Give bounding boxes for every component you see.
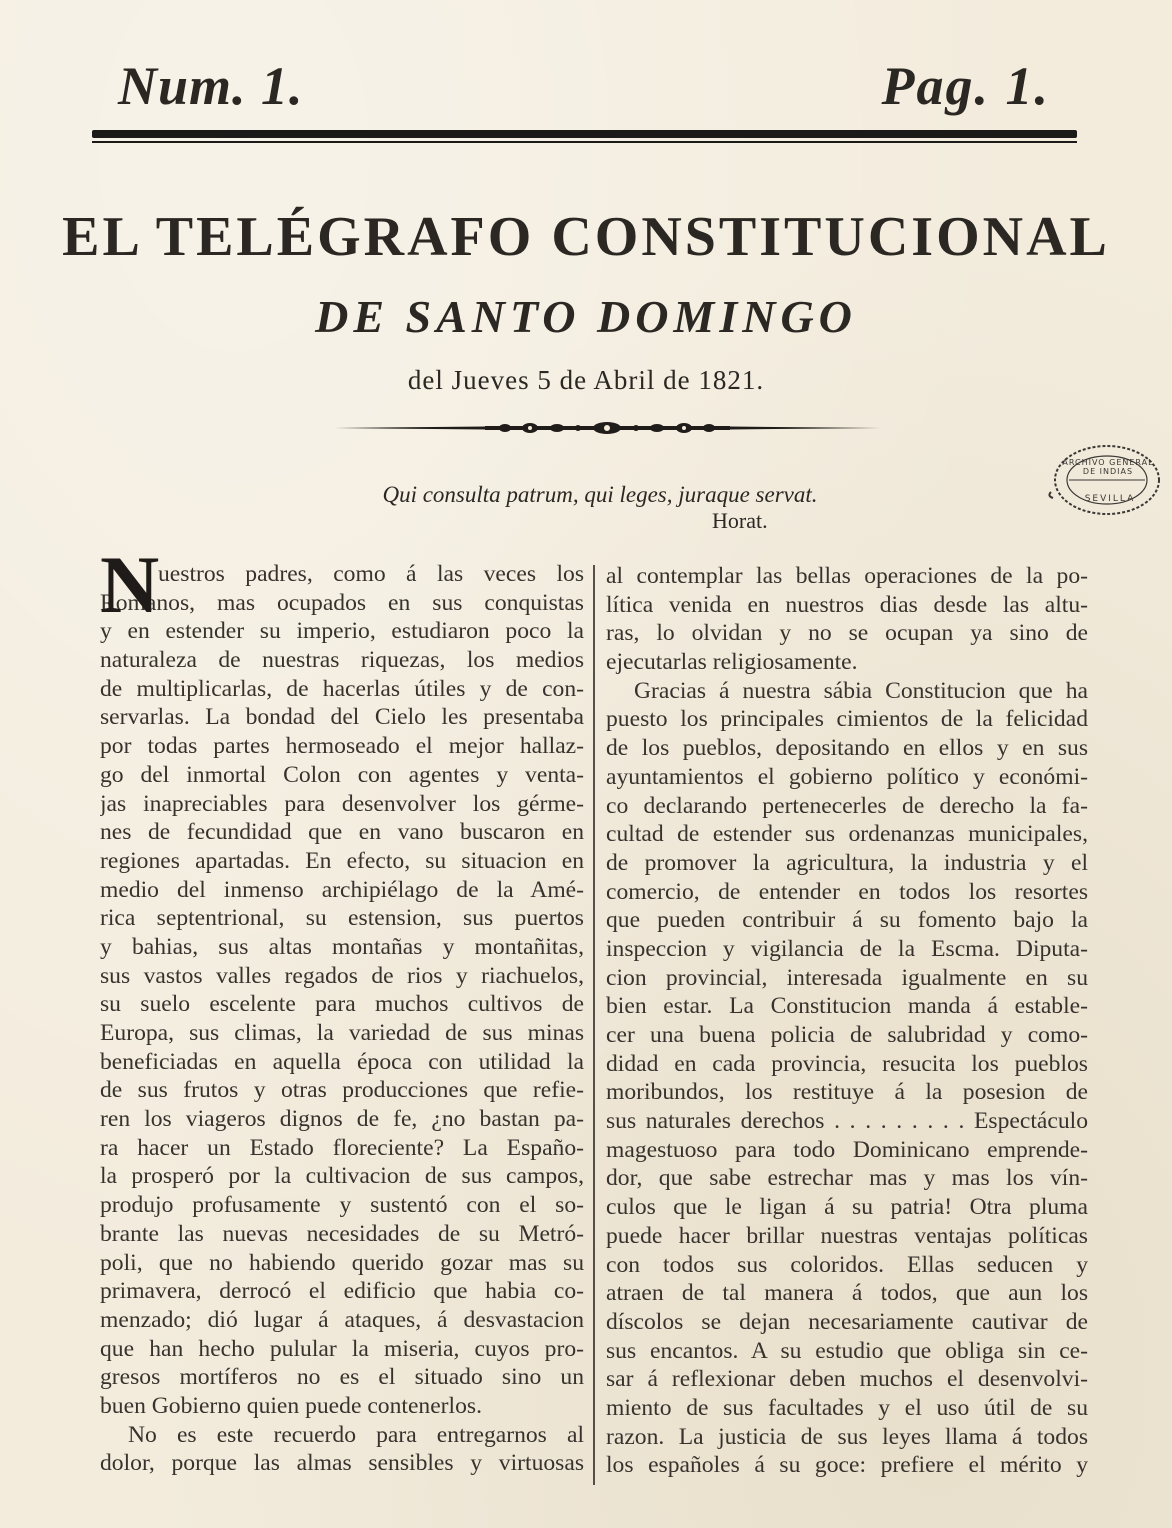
dropcap-letter: N: [100, 539, 160, 630]
article-line: go del inmortal Colon con agentes y venta-: [100, 761, 584, 788]
article-line: regiones apartadas. En efecto, su situacion en: [100, 847, 584, 874]
article-line: brante las nuevas necesidades de su Metró-: [100, 1220, 584, 1247]
article-line: sus naturales derechos . . . . . . . . . Espectáculo: [606, 1108, 1088, 1135]
article-line: poli, que no habiendo querido gozar mas su: [100, 1249, 584, 1276]
article-line: con todos sus coloridos. Ellas seducen y: [606, 1251, 1088, 1278]
article-line: sus encantos. A su estudio que obliga sin ce-: [606, 1337, 1088, 1364]
epigraph-author: Horat.: [712, 508, 768, 533]
article-line: ren los viageros dignos de fe, ¿no bastan pa-: [100, 1106, 584, 1133]
article-line: rica septentrional, su estension, sus puertos: [100, 905, 584, 932]
article-line: ras, lo olvidan y no se ocupan ya sino de: [606, 620, 1088, 647]
article-line: de sus frutos y otras producciones que refie-: [100, 1077, 584, 1104]
article-line: puesto los principales cimientos de la felicidad: [606, 706, 1088, 733]
masthead-subtitle: DE SANTO DOMINGO: [315, 291, 857, 342]
article-line: primavera, derrocó el edificio que habia co-: [100, 1278, 584, 1305]
article-line: No es este recuerdo para entregarnos al: [128, 1421, 584, 1448]
article-line: cultad de estender sus ordenanzas municipales,: [606, 821, 1088, 848]
article-line: cer una buena policia de salubridad y como-: [606, 1022, 1088, 1048]
article-line: sar á reflexionar deben muchos el desenvolvi-: [606, 1366, 1088, 1393]
article-line: dolor, porque las almas sensibles y virtuosas: [100, 1450, 584, 1477]
article-line: magestuoso para todo Dominicano emprende-: [606, 1136, 1088, 1163]
article-line: Romanos, mas ocupados en sus conquistas: [100, 589, 584, 616]
stamp-text-top: ARCHIVO GENERAL DE INDIAS: [1062, 458, 1154, 476]
masthead-title: EL TELÉGRAFO CONSTITUCIONAL: [62, 206, 1110, 268]
article-line: servarlas. La bondad del Cielo les presentaba: [100, 704, 584, 731]
article-line: la prosperó por la cultivacion de sus campos,: [100, 1163, 584, 1190]
article-line: naturaleza de nuestras riquezas, los medios: [100, 647, 584, 674]
article-line: medio del inmenso archipiélago de la Amé-: [100, 876, 584, 903]
article-line: que pueden contribuir á su fomento bajo la: [606, 907, 1088, 934]
page-header: [110, 55, 1050, 125]
article-line: uestros padres, como á las veces los: [158, 561, 584, 587]
header-rule-thin: [92, 141, 1077, 143]
article-line: su suelo escelente para muchos cultivos de: [100, 991, 584, 1018]
article-line: co declarando pertenecerles de derecho la fa-: [606, 792, 1088, 819]
ornament-divider-icon: [335, 418, 880, 438]
archive-seal-icon: [1045, 440, 1165, 520]
article-line: que han hecho pulular la miseria, cuyos pro-: [100, 1335, 584, 1362]
article-line: lítica venida en nuestros dias desde las altu-: [606, 591, 1088, 618]
article-line: razon. La justicia de sus leyes llama á todos: [606, 1423, 1088, 1450]
column-divider: [593, 565, 595, 1485]
article-line: ayuntamientos el gobierno político y económi-: [606, 763, 1088, 790]
article-line: puede hacer brillar nuestras ventajas políticas: [606, 1222, 1088, 1249]
article-line: menzado; dió lugar á ataques, á desvastacion: [100, 1306, 584, 1333]
article-line: sus vastos valles regados de rios y riachuelos,: [100, 962, 584, 989]
article-line: por todas partes hermoseado el mejor hallaz-: [100, 733, 584, 760]
article-line: dor, que sabe estrechar mas y mas los vín-: [606, 1165, 1088, 1192]
article-line: miento de sus facultades y el uso útil de su: [606, 1394, 1088, 1421]
article-line: atraen de tal manera á todos, que aun los: [606, 1280, 1088, 1307]
article-line: beneficiadas en aquella época con utilidad la: [100, 1048, 584, 1075]
article-line: ra hacer un Estado floreciente? La Españo-: [100, 1134, 584, 1161]
article-line: díscolos se dejan necesariamente cautivar de: [606, 1308, 1088, 1335]
article-line: buen Gobierno quien puede contenerlos.: [100, 1392, 482, 1419]
page-number: Pag. 1.: [881, 56, 1050, 116]
article-line: inspeccion y vigilancia de la Escma. Diputa-: [606, 935, 1088, 962]
article-line: de los pueblos, depositando en ellos y en sus: [606, 735, 1088, 762]
article-left-column: [100, 539, 584, 1478]
stamp-text-bottom: SEVILLA: [1084, 494, 1136, 504]
dateline: del Jueves 5 de Abril de 1821.: [407, 365, 765, 395]
article-line: comercio, de entender en todos los resortes: [606, 878, 1088, 905]
issue-number: Num. 1.: [118, 56, 304, 116]
article-line: cion provincial, interesada igualmente en su: [606, 964, 1088, 991]
article-line: bien estar. La Constitucion manda á estable-: [606, 993, 1088, 1020]
article-line: al contemplar las bellas operaciones de la po-: [606, 563, 1088, 589]
header-rule-thick: [92, 130, 1077, 138]
article-line: didad en cada provincia, resucita los pueblos: [606, 1050, 1088, 1077]
article-line: ejecutarlas religiosamente.: [606, 649, 858, 676]
article-line: nes de fecundidad que en vano buscaron en: [100, 819, 584, 846]
article-line: Gracias á nuestra sábia Constitucion que ha: [634, 677, 1088, 704]
article-line: Europa, sus climas, la variedad de sus minas: [100, 1020, 584, 1046]
article-line: y en estender su imperio, estudiaron poco la: [100, 618, 584, 645]
article-line: jas inapreciables para desenvolver los gérme-: [100, 790, 584, 817]
article-line: produjo profusamente y sustentó con el so-: [100, 1192, 584, 1219]
article-line: los españoles á su goce: prefiere el mérito y: [606, 1452, 1088, 1479]
article-right-column: [606, 562, 1088, 1480]
article-line: de multiplicarlas, de hacerlas útiles y de con-: [100, 675, 584, 702]
article-line: moribundos, los restituye á la posesion de: [606, 1079, 1088, 1106]
article-line: de promover la agricultura, la industria y el: [606, 849, 1088, 876]
article-line: culos que le ligan á su patria! Otra pluma: [606, 1194, 1088, 1221]
article-line: y bahias, sus altas montañas y montañitas,: [100, 933, 584, 960]
epigraph-quote: Qui consulta patrum, qui leges, juraque servat.: [382, 482, 818, 507]
article-line: gresos mortíferos no es el situado sino un: [100, 1364, 584, 1391]
